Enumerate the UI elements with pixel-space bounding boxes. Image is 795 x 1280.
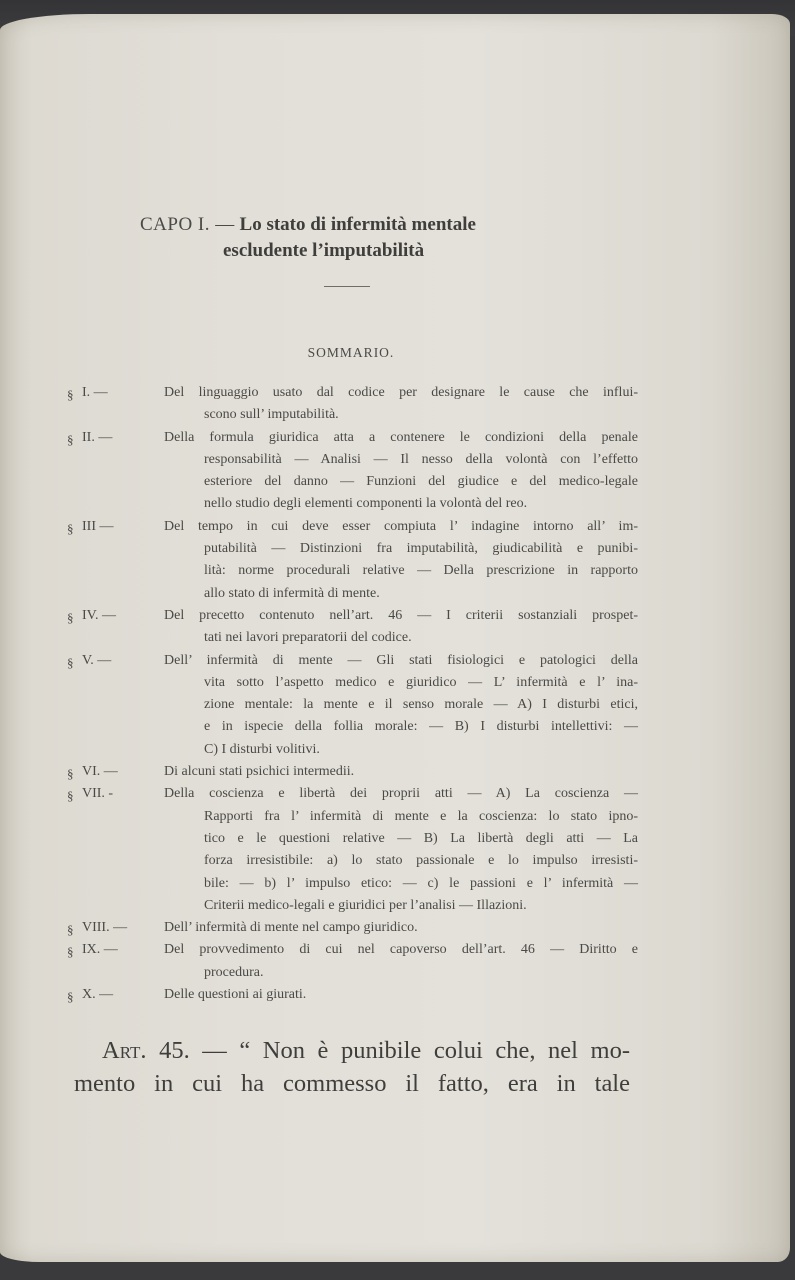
entry-continuation-line: bile: — b) l’ impulso etico: — c) le passioni e l’ infermità — — [204, 875, 638, 891]
section-mark: § — [67, 520, 74, 536]
article-line-1 — [74, 1034, 630, 1067]
entry-continuation-line: zione mentale: la mente e il senso morale — A) I disturbi etici, — [204, 697, 638, 713]
entry-continuation-line: responsabilità — Analisi — Il nesso della volontà con l’effetto — [204, 451, 638, 467]
section-mark: § — [67, 989, 74, 1005]
divider-rule — [324, 286, 370, 287]
entry-number: IX. — — [82, 942, 118, 958]
entry-first-line: Del precetto contenuto nell’art. 46 — I criterii sostanziali prospet- — [164, 607, 638, 623]
summary-entry — [58, 917, 638, 939]
entry-continuation-line: vita sotto l’aspetto medico e giuridico — L’ infermità e l’ ina- — [204, 674, 638, 690]
entry-first-line: Della formula giuridica atta a contenere le condizioni della penale — [164, 429, 638, 445]
summary-entry — [58, 984, 638, 1006]
section-mark: § — [67, 788, 74, 804]
article-line-1-text: — “ Non è punibile colui che, nel mo- — [202, 1037, 631, 1064]
chapter-heading — [140, 212, 580, 264]
entry-continuation-line: esteriore del danno — Funzioni del giudice e del medico-legale — [204, 474, 638, 490]
summary-entry — [58, 605, 638, 650]
entry-first-line: Dell’ infermità di mente — Gli stati fisiologici e patologici della — [164, 652, 638, 668]
entry-number: I. — — [82, 385, 108, 400]
section-mark: § — [67, 431, 74, 447]
entry-continuation-line: e in ispecie della follia morale: — B) I disturbi intellettivi: — — [204, 719, 638, 735]
summary-entry — [58, 939, 638, 984]
entry-continuation-line: procedura. — [204, 964, 264, 980]
summary-entry — [58, 516, 638, 605]
article-label: Art. 45. — [102, 1037, 190, 1064]
section-mark: § — [67, 922, 74, 938]
entry-number: V. — — [82, 652, 112, 668]
entry-number: II. — — [82, 429, 113, 445]
entry-continuation-line: Criterii medico-legali e giuridici per l’analisi — Illazioni. — [204, 897, 527, 913]
chapter-label: CAPO I. — — [140, 214, 235, 235]
section-mark: § — [67, 609, 74, 625]
entry-first-line: Dell’ infermità di mente nel campo giuridico. — [164, 920, 418, 936]
entry-number: III — — [82, 518, 114, 534]
summary-entry — [58, 382, 638, 427]
entry-continuation-line: scono sull’ imputabilità. — [204, 407, 339, 423]
entry-first-line: Della coscienza e libertà dei proprii atti — A) La coscienza — — [164, 786, 638, 802]
entry-first-line: Di alcuni stati psichici intermedii. — [164, 764, 355, 780]
entry-continuation-line: allo stato di infermità di mente. — [204, 585, 380, 601]
entry-continuation-line: lità: norme procedurali relative — Della prescrizione in rapporto — [204, 563, 638, 579]
entry-continuation-line: tati nei lavori preparatorii del codice. — [204, 630, 412, 646]
entry-number: VII. - — [82, 786, 114, 802]
entry-continuation-line: Rapporti fra l’ infermità di mente e la coscienza: lo stato ipno- — [204, 808, 638, 824]
article-line-2: mento in cui ha commesso il fatto, era in tale — [74, 1070, 630, 1097]
section-mark: § — [67, 387, 74, 402]
entry-continuation-line: C) I disturbi volitivi. — [204, 741, 320, 757]
section-mark: § — [67, 944, 74, 960]
summary-title: SOMMARIO. — [307, 345, 395, 360]
article-text — [74, 1034, 630, 1100]
section-mark: § — [67, 766, 74, 782]
entry-number: IV. — — [82, 607, 116, 623]
entry-number: VIII. — — [82, 920, 128, 936]
entry-first-line: Del linguaggio usato dal codice per designare le cause che influi- — [164, 385, 638, 400]
chapter-title-line2: escludente l’imputabilità — [223, 240, 425, 261]
entry-first-line: Delle questioni ai giurati. — [164, 987, 307, 1003]
entry-continuation-line: putabilità — Distinzioni fra imputabilità, giudicabilità e punibi- — [204, 541, 638, 557]
summary-list — [58, 382, 638, 1006]
summary-entry — [58, 427, 638, 516]
entry-continuation-line: forza irresistibile: a) lo stato passionale e lo impulso irresisti- — [204, 853, 638, 869]
entry-continuation-line: tico e le questioni relative — B) La libertà degli atti — La — [204, 830, 638, 846]
entry-number: X. — — [82, 987, 114, 1003]
section-mark: § — [67, 654, 74, 670]
entry-number: VI. — — [82, 764, 118, 780]
summary-entry — [58, 650, 638, 761]
entry-continuation-line: nello studio degli elementi componenti la volontà del reo. — [204, 496, 528, 512]
entry-first-line: Del provvedimento di cui nel capoverso dell’art. 46 — Diritto e — [164, 942, 638, 958]
chapter-title-line1: Lo stato di infermità mentale — [239, 214, 476, 235]
summary-entry — [58, 761, 638, 783]
entry-first-line: Del tempo in cui deve esser compiuta l’ indagine intorno all’ im- — [164, 518, 638, 534]
summary-entry — [58, 783, 638, 917]
